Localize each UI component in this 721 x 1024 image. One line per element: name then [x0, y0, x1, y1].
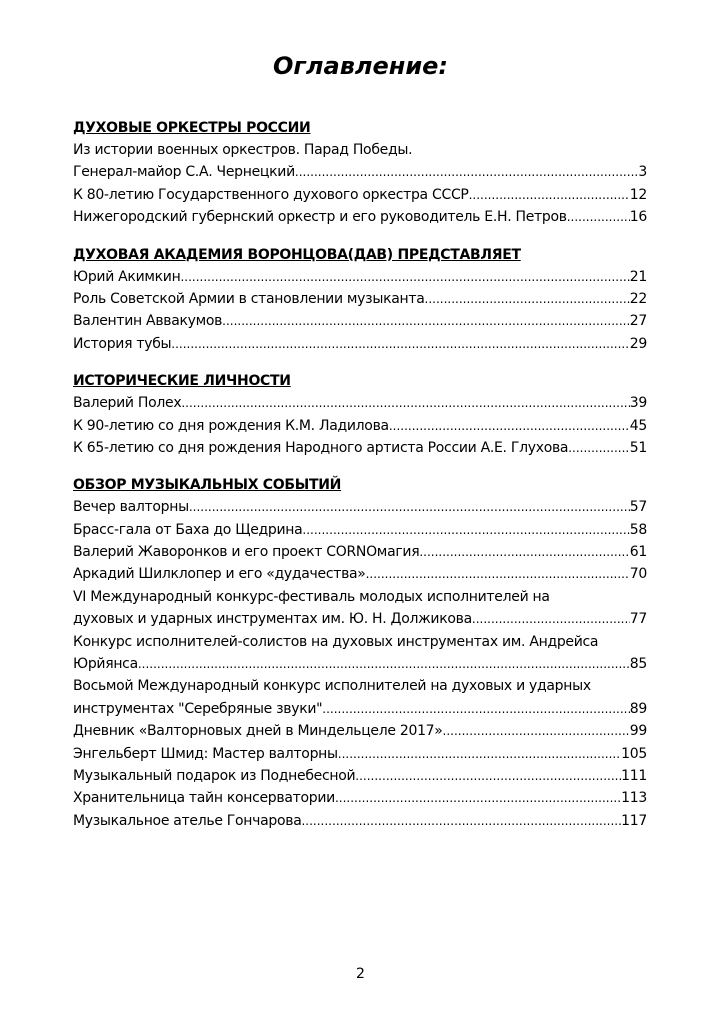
toc-entry[interactable]: [73, 653, 647, 675]
dot-leader: [568, 437, 630, 459]
toc-entry-title: Энгельберт Шмид: Мастер валторны: [73, 745, 338, 762]
toc-entry-title: Нижегородский губернский оркестр и его руководитель Е.Н. Петров: [73, 209, 567, 226]
toc-entry[interactable]: [73, 720, 647, 742]
toc-entry[interactable]: [73, 266, 647, 288]
dot-leader: [295, 161, 639, 183]
toc-entry[interactable]: [73, 519, 647, 541]
toc-entry-title: Хранительница тайн консерватории: [73, 790, 335, 807]
dot-leader: [189, 496, 630, 518]
toc-entry[interactable]: [73, 765, 647, 787]
toc-entry-page: 58: [629, 521, 647, 538]
toc-entry-title: Генерал-майор С.А. Чернецкий: [73, 164, 295, 181]
toc-entry[interactable]: [73, 310, 647, 332]
toc-entry-page: 111: [621, 767, 647, 784]
toc-entry-title: Роль Советской Армии в становлении музыканта: [73, 290, 425, 307]
dot-leader: [171, 333, 630, 355]
toc-entry-title: История тубы: [73, 335, 172, 352]
toc-entry-title: Юрйянса: [73, 656, 138, 673]
dot-leader: [335, 787, 621, 809]
dot-leader: [425, 288, 630, 310]
dot-leader: [366, 563, 630, 585]
toc-entry[interactable]: [73, 333, 647, 355]
section-heading: ДУХОВЫЕ ОРКЕСТРЫ РОССИИ: [73, 120, 311, 136]
toc-entry-page: 12: [629, 186, 647, 203]
toc-entry[interactable]: [73, 184, 647, 206]
toc-entry-page: 89: [629, 700, 647, 717]
toc-entry-page: 61: [629, 544, 647, 561]
dot-leader: [222, 310, 630, 332]
dot-leader: [322, 698, 629, 720]
table-of-contents: [73, 118, 647, 848]
toc-entry[interactable]: [73, 541, 647, 563]
toc-entry-page: 51: [629, 439, 647, 456]
toc-entry-title: Юрий Акимкин: [73, 268, 181, 285]
toc-section: [73, 371, 647, 459]
toc-entry-page: 113: [621, 790, 647, 807]
toc-entry-title: К 80-летию Государственного духового оркестра СССР: [73, 186, 469, 203]
toc-entry[interactable]: [73, 206, 647, 228]
dot-leader: [301, 810, 621, 832]
dot-leader: [180, 266, 629, 288]
toc-entry[interactable]: [73, 415, 647, 437]
toc-entry-title: Валерий Жаворонков и его проект CORNOмагия: [73, 544, 420, 561]
toc-entry-page: 70: [629, 566, 647, 583]
toc-entry-title: духовых и ударных инструментах им. Ю. Н. Должикова: [73, 611, 472, 628]
toc-entry-title: Вечер валторны: [73, 499, 189, 516]
dot-leader: [567, 206, 630, 228]
toc-entry-title: К 90-летию со дня рождения К.М. Ладилова: [73, 417, 389, 434]
toc-entry-line: Конкурс исполнителей-солистов на духовых инструментах им. Андрейса: [73, 633, 599, 650]
toc-entry-page: 16: [629, 209, 647, 226]
section-heading: ИСТОРИЧЕСКИЕ ЛИЧНОСТИ: [73, 373, 291, 390]
dot-leader: [472, 608, 630, 630]
toc-section: [73, 118, 647, 229]
toc-entry-page: 21: [629, 268, 647, 285]
toc-entry-page: 77: [629, 611, 647, 628]
toc-entry[interactable]: [73, 787, 647, 809]
toc-entry[interactable]: [73, 288, 647, 310]
toc-entry-title: Музыкальный подарок из Поднебесной: [73, 767, 356, 784]
toc-entry-line: VI Международный конкурс-фестиваль молодых исполнителей на: [73, 588, 550, 605]
toc-entry-page: 105: [621, 745, 647, 762]
toc-entry-page: 85: [629, 656, 647, 673]
toc-entry-page: 3: [638, 164, 647, 181]
toc-entry-line: Восьмой Международный конкурс исполнителей на духовых и ударных: [73, 678, 591, 695]
toc-entry[interactable]: [73, 698, 647, 720]
toc-entry-page: 22: [629, 290, 647, 307]
toc-entry-page: 57: [629, 499, 647, 516]
toc-entry-title: Валентин Аввакумов: [73, 313, 223, 330]
toc-entry[interactable]: [73, 608, 647, 630]
toc-entry[interactable]: [73, 392, 647, 414]
toc-entry[interactable]: [73, 810, 647, 832]
toc-entry-page: 27: [629, 313, 647, 330]
dot-leader: [338, 743, 621, 765]
toc-entry-line: Из истории военных оркестров. Парад Победы.: [73, 142, 413, 158]
toc-section: [73, 475, 647, 832]
section-heading: ДУХОВАЯ АКАДЕМИЯ ВОРОНЦОВА(ДАВ) ПРЕДСТАВЛЯЕТ: [73, 246, 521, 263]
section-heading: ОБЗОР МУЗЫКАЛЬНЫХ СОБЫТИЙ: [73, 477, 342, 494]
dot-leader: [389, 415, 630, 437]
page-title: Оглавление:: [272, 52, 449, 80]
toc-entry-title: инструментах "Серебряные звуки": [73, 700, 323, 717]
toc-entry-title: Брасс-гала от Баха до Щедрина: [73, 521, 303, 538]
page-number: 2: [356, 966, 365, 982]
toc-section: [73, 245, 647, 356]
toc-entry[interactable]: [73, 743, 647, 765]
dot-leader: [138, 653, 630, 675]
toc-entry[interactable]: [73, 563, 647, 585]
dot-leader: [181, 392, 629, 414]
toc-entry-title: Дневник «Валторновых дней в Миндельцеле 2017»: [73, 723, 443, 740]
toc-entry[interactable]: [73, 161, 647, 183]
dot-leader: [419, 541, 629, 563]
toc-entry-title: Валерий Полех: [73, 395, 182, 412]
toc-entry[interactable]: [73, 437, 647, 459]
dot-leader: [469, 184, 630, 206]
dot-leader: [355, 765, 621, 787]
toc-entry-page: 39: [629, 395, 647, 412]
toc-entry-title: К 65-летию со дня рождения Народного артиста России А.Е. Глухова: [73, 439, 569, 456]
dot-leader: [302, 519, 629, 541]
toc-entry-page: 99: [629, 723, 647, 740]
toc-entry-title: Аркадий Шилклопер и его «дудачества»: [73, 566, 366, 583]
toc-entry-page: 29: [629, 335, 647, 352]
toc-entry[interactable]: [73, 496, 647, 518]
toc-entry-page: 45: [629, 417, 647, 434]
dot-leader: [443, 720, 630, 742]
toc-entry-page: 117: [621, 812, 647, 829]
toc-entry-title: Музыкальное ателье Гончарова: [73, 812, 302, 829]
